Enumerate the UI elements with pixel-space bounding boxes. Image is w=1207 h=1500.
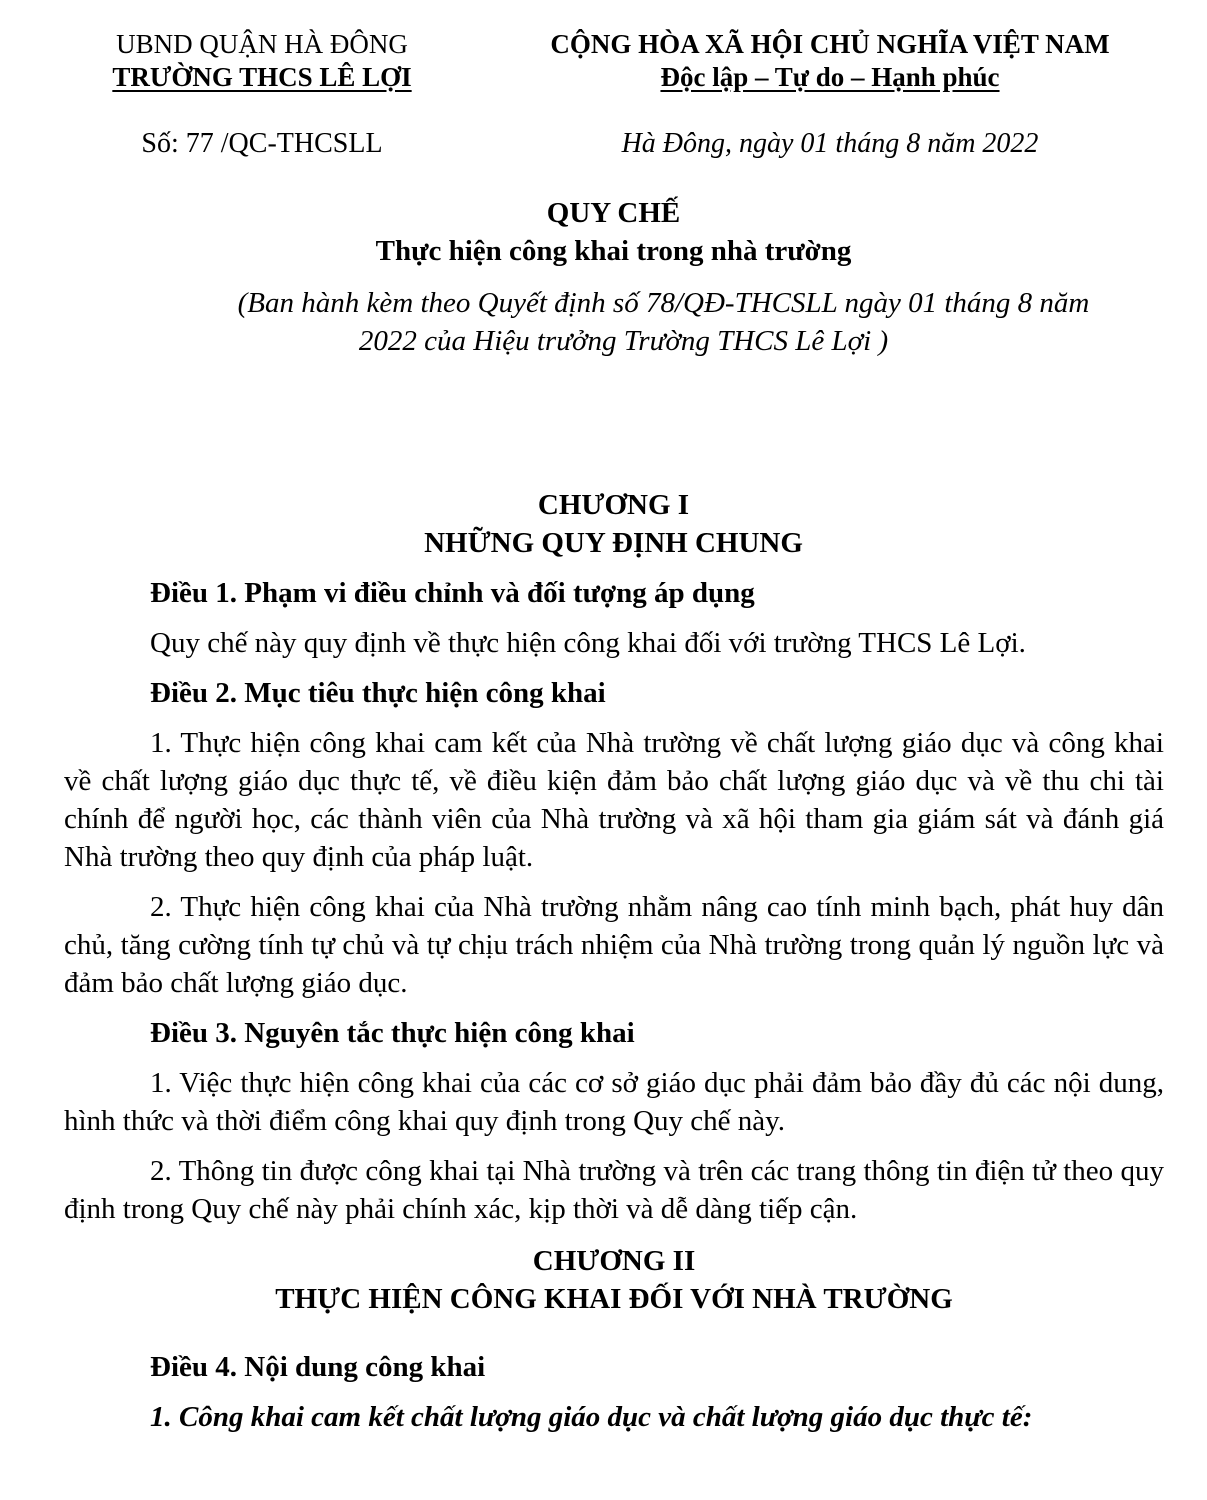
issuance-note-line-1: (Ban hành kèm theo Quyết định số 78/QĐ-THCSLL ngày 01 tháng 8 năm <box>237 287 1090 319</box>
chapter-2-name: THỰC HIỆN CÔNG KHAI ĐỐI VỚI NHÀ TRƯỜNG <box>275 1283 953 1315</box>
article-3-paragraph-2: 2. Thông tin được công khai tại Nhà trường và trên các trang thông tin điện tử theo quy định trong Quy chế này phải chính xác, kịp thời và dễ dàng tiếp cận. <box>64 1155 1164 1225</box>
issuing-authority-block <box>62 28 462 94</box>
national-motto: Độc lập – Tự do – Hạnh phúc <box>660 62 1000 92</box>
article-2-paragraph-2: 2. Thực hiện công khai của Nhà trường nhằm nâng cao tính minh bạch, phát huy dân chủ, tăng cường tính tự chủ và tự chịu trách nhiệm của Nhà trường trong quản lý nguồn lực và đảm bảo chất lượng giáo dục. <box>64 891 1164 999</box>
document-subtitle: Thực hiện công khai trong nhà trường <box>375 235 852 267</box>
article-2-heading: Điều 2. Mục tiêu thực hiện công khai <box>150 677 606 709</box>
country-name: CỘNG HÒA XÃ HỘI CHỦ NGHĨA VIỆT NAM <box>550 29 1110 59</box>
school-name: TRƯỜNG THCS LÊ LỢI <box>112 62 412 92</box>
chapter-2-number: CHƯƠNG II <box>532 1245 696 1277</box>
document-number: Số: 77 /QC-THCSLL <box>141 128 383 159</box>
issuance-note <box>62 284 1165 360</box>
document-title: QUY CHẾ <box>546 197 681 229</box>
article-1-heading: Điều 1. Phạm vi điều chỉnh và đối tượng áp dụng <box>150 577 755 609</box>
district-committee-name: UBND QUẬN HÀ ĐÔNG <box>116 29 408 59</box>
article-4-item-1: 1. Công khai cam kết chất lượng giáo dục và chất lượng giáo dục thực tế: <box>150 1401 1033 1433</box>
chapter-1-name: NHỮNG QUY ĐỊNH CHUNG <box>424 527 803 559</box>
article-4-heading: Điều 4. Nội dung công khai <box>150 1351 486 1383</box>
document-title-block <box>62 194 1165 270</box>
article-1-paragraph: Quy chế này quy định về thực hiện công khai đối với trường THCS Lê Lợi. <box>150 627 1026 659</box>
article-2-paragraph-1: 1. Thực hiện công khai cam kết của Nhà trường về chất lượng giáo dục và công khai về chất lượng giáo dục thực tế, về điều kiện đảm bảo chất lượng giáo dục và về thu chi tài chính để người học, các thành viên của Nhà trường và xã hội tham gia giám sát và đánh giá Nhà trường theo quy định của pháp luật. <box>64 727 1164 873</box>
chapter-1-heading <box>62 486 1165 562</box>
article-3-heading: Điều 3. Nguyên tắc thực hiện công khai <box>150 1017 635 1049</box>
national-motto-block <box>505 28 1155 94</box>
document-date: Hà Đông, ngày 01 tháng 8 năm 2022 <box>621 128 1039 159</box>
article-3-paragraph-1: 1. Việc thực hiện công khai của các cơ sở giáo dục phải đảm bảo đầy đủ các nội dung, hình thức và thời điểm công khai quy định trong Quy chế này. <box>64 1067 1164 1137</box>
issuance-note-line-2: 2022 của Hiệu trưởng Trường THCS Lê Lợi ) <box>358 325 889 357</box>
chapter-1-number: CHƯƠNG I <box>537 489 690 521</box>
document-body <box>64 574 1164 1436</box>
